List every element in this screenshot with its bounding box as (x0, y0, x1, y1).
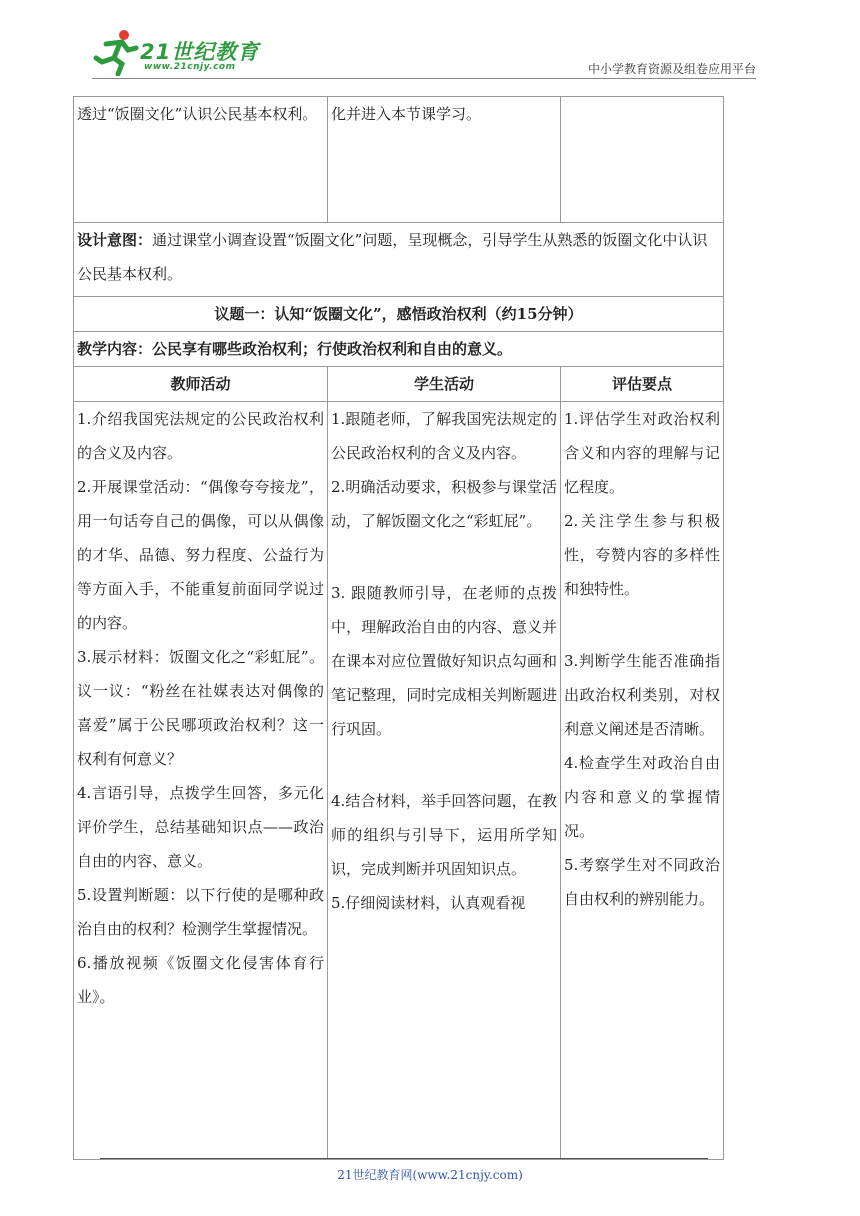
header-slogan: 中小学教育资源及组卷应用平台 (587, 62, 756, 76)
logo-text: 21世纪教育 (140, 40, 260, 64)
student-activities-cell (328, 402, 561, 1160)
list-item: 1.介绍我国宪法规定的公民政治权利的含义及内容。 (77, 410, 324, 462)
header-divider (92, 78, 756, 79)
list-item: 4.检查学生对政治自由内容和意义的掌握情况。 (564, 754, 720, 840)
top-row-col3 (561, 97, 724, 223)
teaching-content-row (74, 332, 724, 367)
teaching-content: 教学内容：公民享有哪些政治权利；行使政治权利和自由的意义。 (74, 332, 724, 367)
topic-title: 议题一：认知“饭圈文化”，感悟政治权利（约15分钟） (74, 297, 724, 332)
list-item: 5.仔细阅读材料，认真观看视 (331, 894, 526, 912)
list-item: 5.设置判断题：以下行使的是哪种政治自由的权利？检测学生掌握情况。 (77, 886, 324, 938)
logo-url: www.21cnjy.com (144, 62, 236, 72)
header-assessment: 评估要点 (561, 367, 724, 402)
list-item: 2.开展课堂活动：“偶像夸夸接龙”，用一句话夸自己的偶像，可以从偶像的才华、品德、努力程度、公益行为等方面入手，不能重复前面同学说过的内容。 (77, 478, 324, 632)
header-teacher: 教师活动 (74, 367, 328, 402)
design-intent-row (74, 223, 724, 297)
design-intent-text: 通过课堂小调查设置“饭圈文化”问题，呈现概念，引导学生从熟悉的饭圈文化中认识公民基本权利。 (77, 231, 708, 283)
runner-logo-icon (92, 28, 142, 76)
list-item: 4.言语引导，点拨学生回答，多元化评价学生，总结基础知识点——政治自由的内容、意义。 (77, 784, 324, 870)
list-item: 2.明确活动要求，积极参与课堂活动，了解饭圈文化之“彩虹屁”。 (331, 478, 557, 530)
site-logo[interactable] (92, 28, 262, 80)
list-item: 6.播放视频《饭圈文化侵害体育行业》。 (77, 954, 324, 1006)
assessment-points-cell (561, 402, 724, 1160)
footer-link[interactable]: 21世纪教育网(www.21cnjy.com) (337, 1168, 523, 1182)
list-item: 3. 跟随教师引导，在老师的点拨中，理解政治自由的内容、意义并在课本对应位置做好知识点勾画和笔记整理，同时完成相关判断题进行巩固。 (331, 584, 557, 738)
topic-title-row (74, 297, 724, 332)
page-header (0, 0, 860, 80)
list-item: 2.关注学生参与积极性，夸赞内容的多样性和独特性。 (564, 512, 720, 598)
design-intent-cell (74, 223, 724, 297)
footer-divider (100, 1158, 708, 1159)
column-header-row (74, 367, 724, 402)
list-item: 5.考察学生对不同政治自由权利的辨别能力。 (564, 856, 720, 908)
table-row (74, 97, 724, 223)
top-row-col2: 化并进入本节课学习。 (328, 97, 561, 223)
list-item: 4.结合材料，举手回答问题，在教师的组织与引导下，运用所学知识，完成判断并巩固知识点。 (331, 792, 557, 878)
list-item: 3.判断学生能否准确指出政治权利类别，对权利意义阐述是否清晰。 (564, 652, 720, 738)
list-item: 1.评估学生对政治权利含义和内容的理解与记忆程度。 (564, 410, 720, 496)
top-row-col1: 透过“饭圈文化”认识公民基本权利。 (74, 97, 328, 223)
teacher-activities-cell (74, 402, 328, 1160)
design-intent-label: 设计意图： (77, 231, 153, 249)
header-student: 学生活动 (328, 367, 561, 402)
list-item: 3.展示材料：饭圈文化之“彩虹屁”。议一议：“粉丝在社媒表达对偶像的喜爱”属于公民哪项政治权利？这一权利有何意义？ (77, 648, 324, 768)
lesson-plan-table (73, 96, 724, 1160)
activities-row (74, 402, 724, 1160)
list-item: 1.跟随老师，了解我国宪法规定的公民政治权利的含义及内容。 (331, 410, 557, 462)
